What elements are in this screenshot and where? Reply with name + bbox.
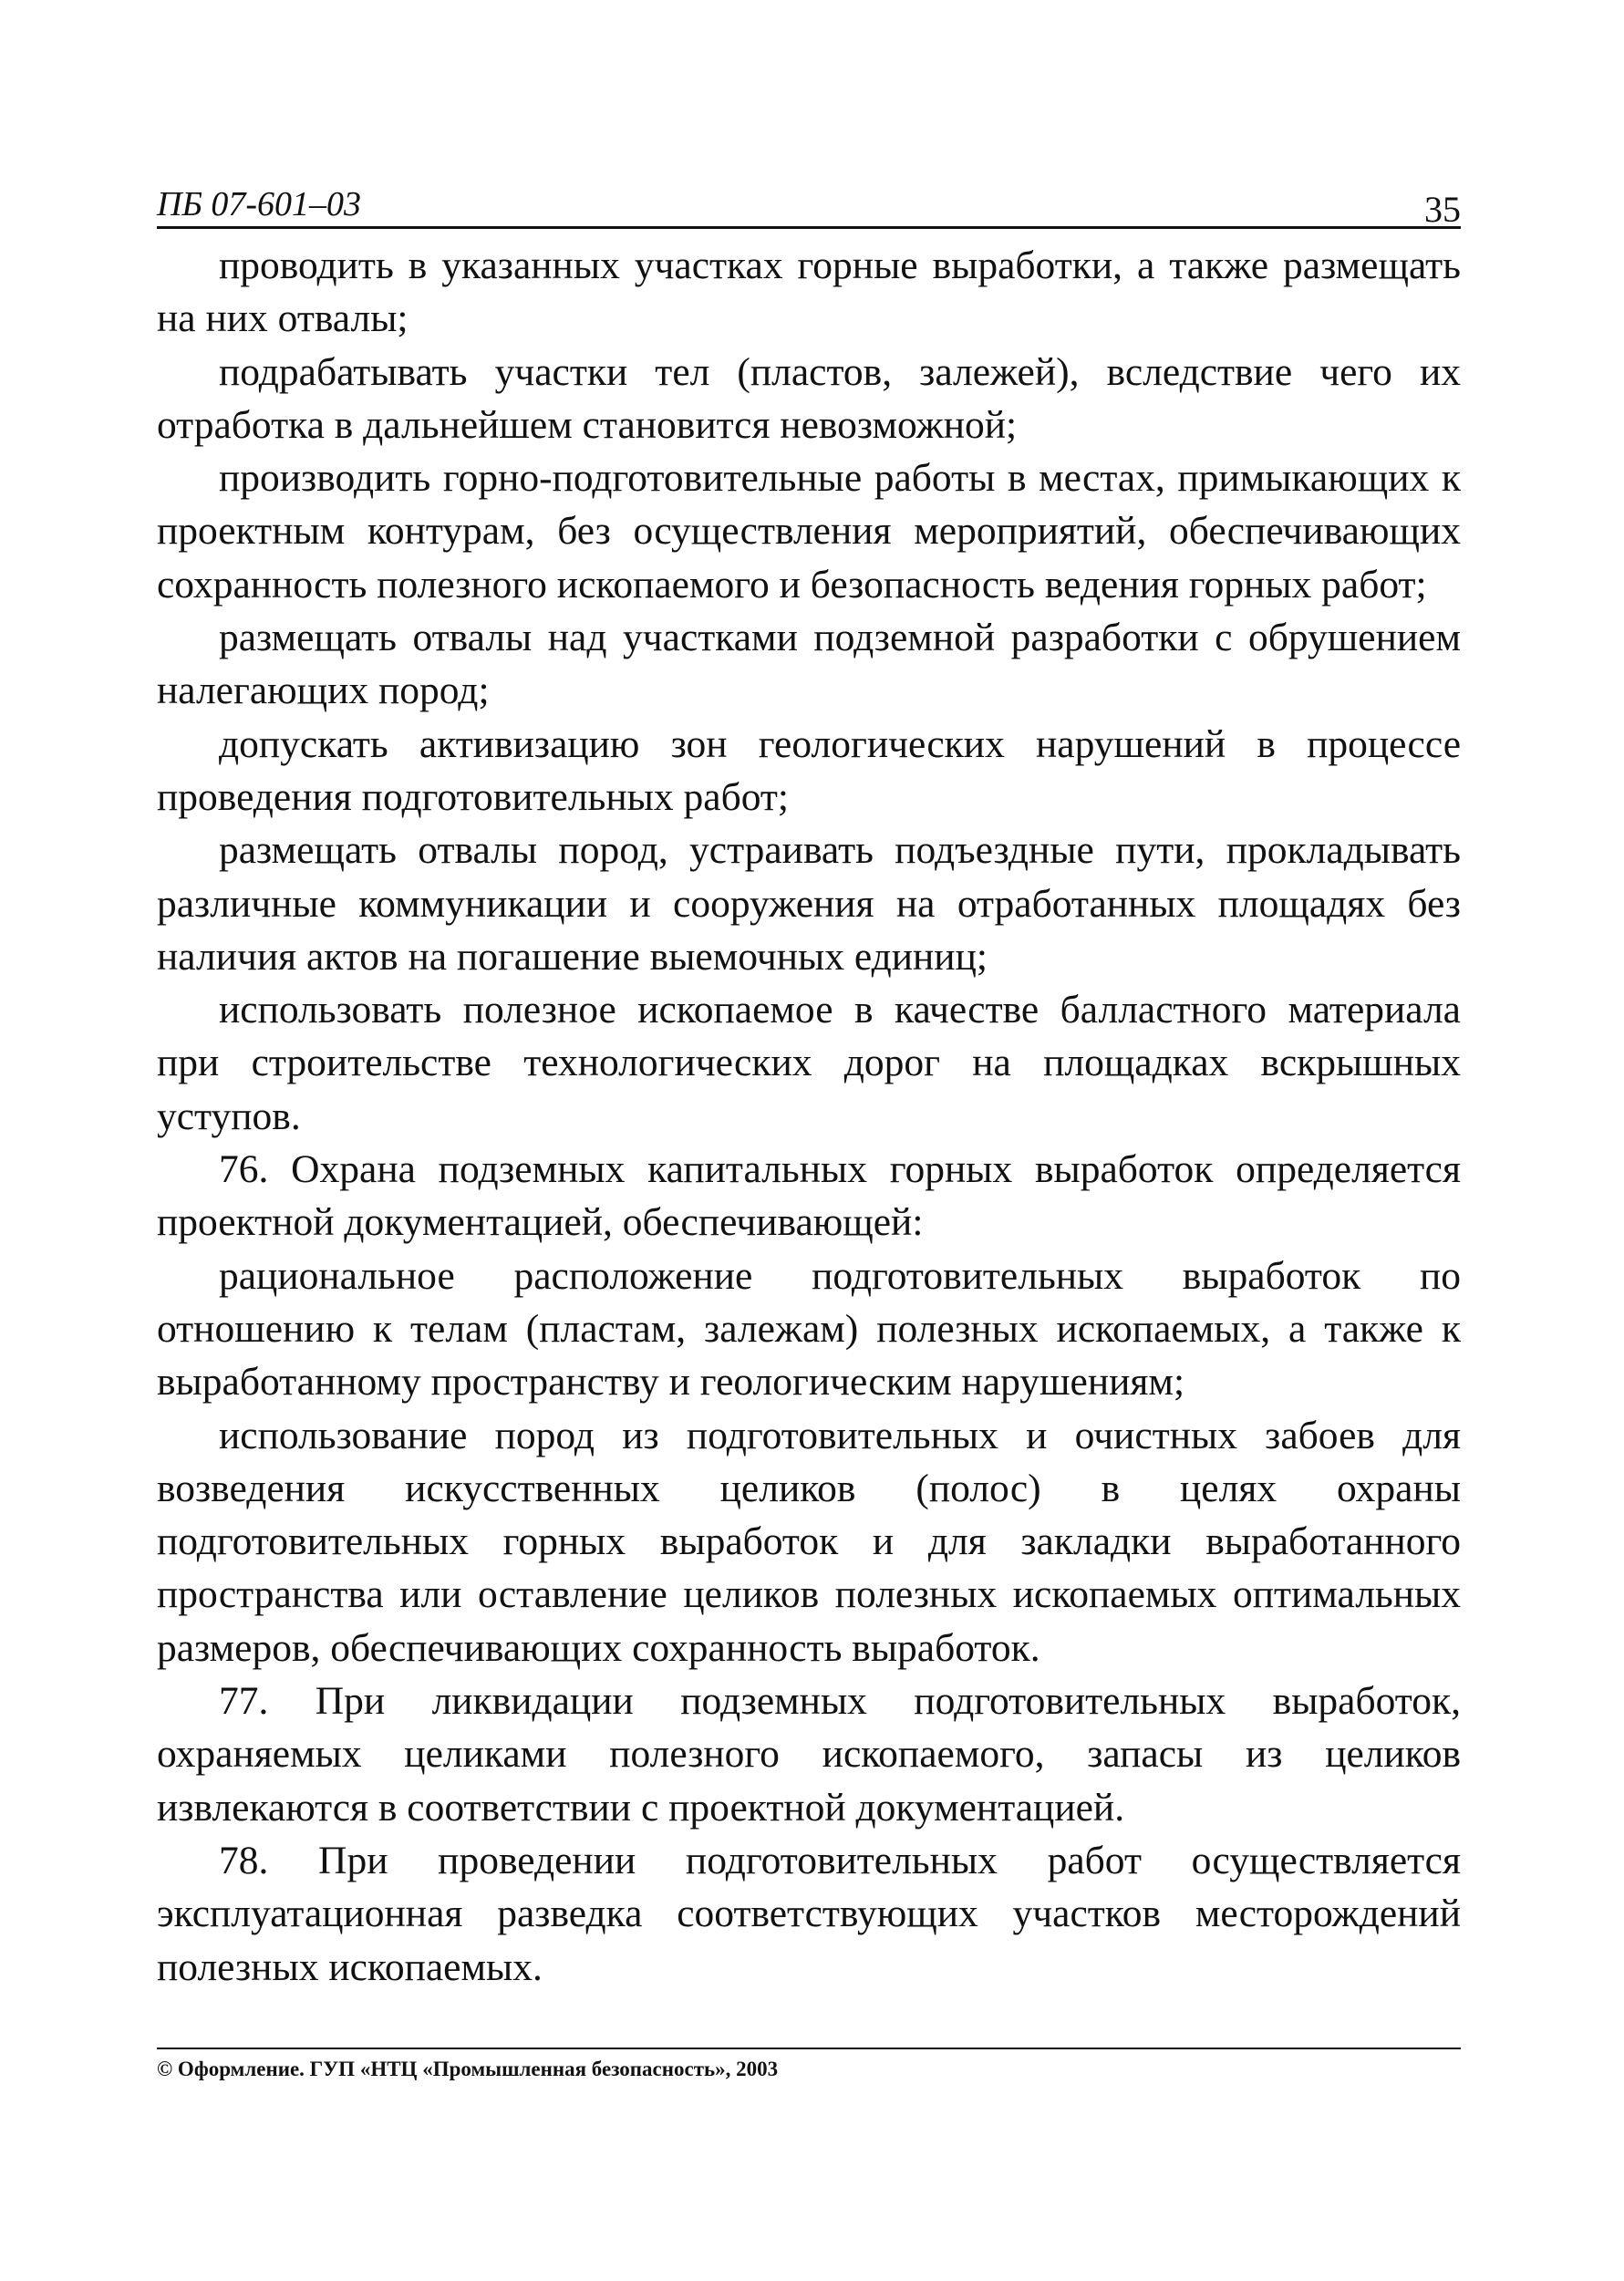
copyright-notice: © Оформление. ГУП «НТЦ «Промышленная безопасность», 2003 (157, 2058, 779, 2080)
paragraph: использовать полезное ископаемое в качестве балластного материала при строительстве технологических дорог на площадках вскрышных уступов. (157, 988, 1461, 1138)
body-text (157, 239, 1461, 1994)
footer-divider (157, 2048, 1461, 2049)
paragraph: проводить в указанных участках горные выработки, а также размещать на них отвалы; (157, 244, 1461, 341)
paragraph-76: 76. Охрана подземных капитальных горных выработок определяется проектной документацией, обеспечивающей: (157, 1147, 1461, 1245)
paragraph: размещать отвалы пород, устраивать подъездные пути, прокладывать различные коммуникации и сооружения на отработанных площадях без наличия актов на погашение выемочных единиц; (157, 828, 1461, 979)
page-header (157, 182, 1461, 230)
header-divider (157, 226, 1461, 229)
paragraph-78: 78. При проведении подготовительных работ осуществляется эксплуатационная разведка соответствующих участков месторождений полезных ископаемых. (157, 1838, 1461, 1989)
page-number: 35 (1424, 189, 1461, 230)
document-code: ПБ 07-601–03 (157, 185, 362, 223)
paragraph: подрабатывать участки тел (пластов, залежей), вследствие чего их отработка в дальнейшем становится невозможной; (157, 349, 1461, 447)
paragraph: рациональное расположение подготовительных выработок по отношению к телам (пластам, залежам) полезных ископаемых, а также к выработанному пространству и геологическим нарушениям; (157, 1253, 1461, 1405)
paragraph: размещать отвалы над участками подземной разработки с обрушением налегающих пород; (157, 616, 1461, 713)
paragraph: производить горно-подготовительные работы в местах, примыкающих к проектным контурам, без осуществления мероприятий, обеспечивающих сохранность полезного ископаемого и безопасность ведения горных работ; (157, 456, 1461, 607)
paragraph: допускать активизацию зон геологических нарушений в процессе проведения подготовительных работ; (157, 721, 1461, 819)
paragraph: использование пород из подготовительных и очистных забоев для возведения искусственных целиков (полос) в целях охраны подготовительных горных выработок и для закладки выработанного пространства или оставление целиков полезных ископаемых оптимальных размеров, обеспечивающих сохранность выработок. (157, 1413, 1461, 1670)
paragraph-77: 77. При ликвидации подземных подготовительных выработок, охраняемых целиками полезного ископаемого, запасы из целиков извлекаются в соответствии с проектной документацией. (157, 1679, 1461, 1830)
